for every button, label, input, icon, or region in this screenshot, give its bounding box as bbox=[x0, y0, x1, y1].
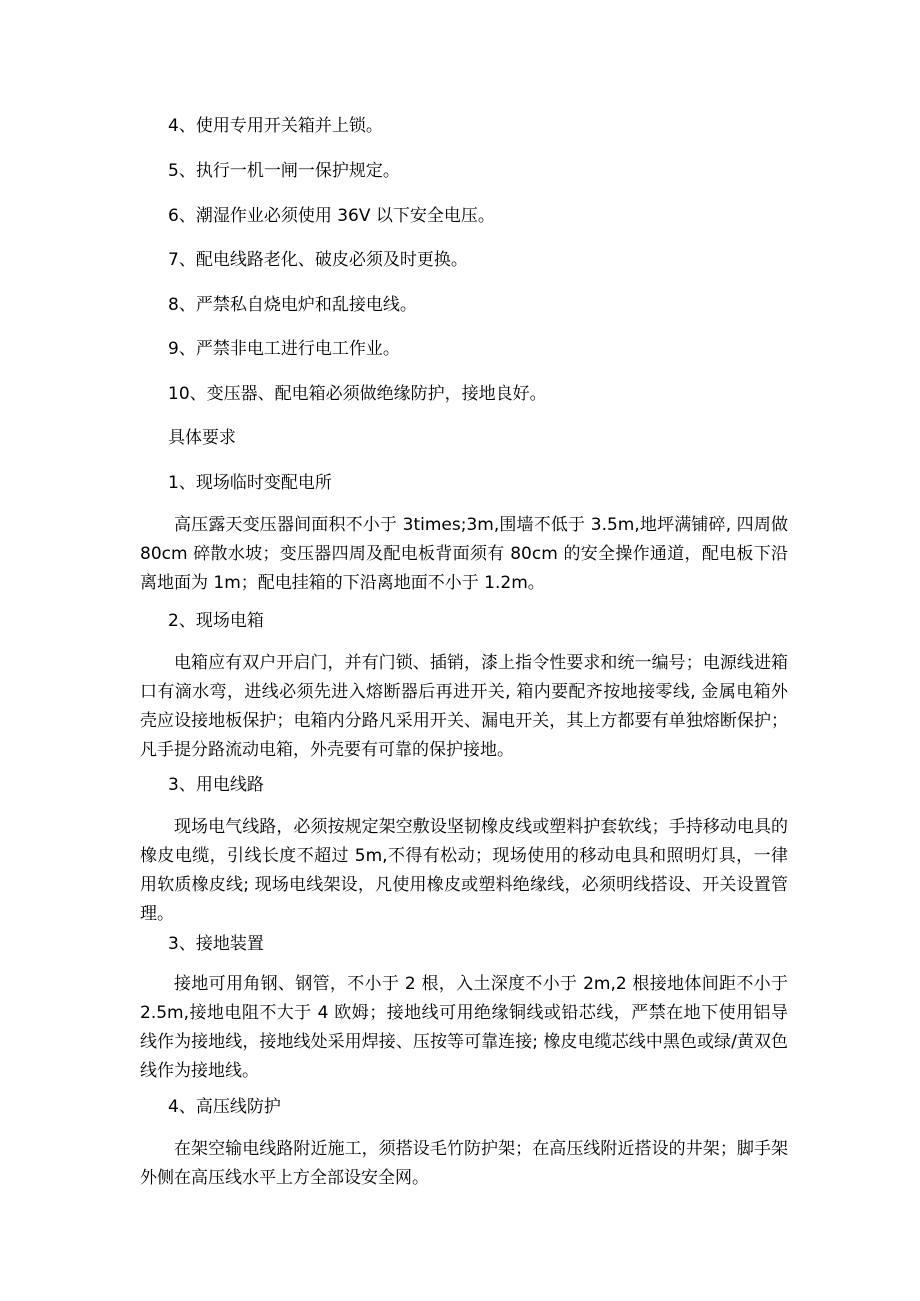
section-body: 电箱应有双户开启门，并有门锁、插销，漆上指令性要求和统一编号；电源线进箱口有滴水弯，进线必须先进入熔断器后再进开关, 箱内要配齐按地接零线, 金属电箱外壳应设接地板保护；电箱内分路凡采用开关、漏电开关，其上方都要有单独熔断保护；凡手提分路流动电箱，外壳要有可靠的保护接地。 bbox=[140, 653, 788, 760]
requirements-heading: 具体要求 bbox=[168, 428, 236, 448]
section-heading: 1、现场临时变配电所 bbox=[168, 473, 332, 493]
rule-item-9: 9、严禁非电工进行电工作业。 bbox=[168, 339, 400, 359]
section-heading: 3、用电线路 bbox=[168, 775, 264, 795]
rule-item-7: 7、配电线路老化、破皮必须及时更换。 bbox=[168, 250, 468, 270]
section-body: 在架空输电线路附近施工，须搭设毛竹防护架；在高压线附近搭设的井架；脚手架外侧在高压线水平上方全部设安全网。 bbox=[140, 1139, 788, 1188]
rule-item-10: 10、变压器、配电箱必须做绝缘防护，接地良好。 bbox=[168, 384, 547, 404]
section-heading: 4、高压线防护 bbox=[168, 1097, 281, 1117]
section-body: 现场电气线路，必须按规定架空敷设坚韧橡皮线或塑料护套软线；手持移动电具的橡皮电缆，引线长度不超过 5m,不得有松动；现场使用的移动电具和照明灯具，一律用软质橡皮线; 现场电线架设，凡使用橡皮或塑料绝缘线，必须明线搭设、开关设置管理。 bbox=[140, 817, 788, 924]
section-body: 高压露天变压器间面积不小于 3times;3m,围墙不低于 3.5m,地坪满铺碎, 四周做 80cm 碎散水坡；变压器四周及配电板背面须有 80cm 的安全操作通道，配电板下沿离地面为 1m；配电挂箱的下沿离地面不小于 1.2m。 bbox=[140, 515, 788, 593]
section-body: 接地可用角钢、钢管，不小于 2 根，入土深度不小于 2m,2 根接地体间距不小于 2.5m,接地电阻不大于 4 欧姆；接地线可用绝缘铜线或铅芯线，严禁在地下使用铝导线作为接地线，接地线处采用焊接、压按等可靠连接; 橡皮电缆芯线中黑色或绿/黄双色线作为接地线。 bbox=[140, 974, 788, 1081]
rule-item-8: 8、严禁私自烧电炉和乱接电线。 bbox=[168, 295, 417, 315]
rule-item-4: 4、使用专用开关箱并上锁。 bbox=[168, 116, 383, 136]
rule-item-5: 5、执行一机一闸一保护规定。 bbox=[168, 161, 400, 181]
section-heading: 2、现场电箱 bbox=[168, 611, 264, 631]
section-heading: 3、接地装置 bbox=[168, 934, 264, 954]
rule-item-6: 6、潮湿作业必须使用 36V 以下安全电压。 bbox=[168, 206, 495, 226]
